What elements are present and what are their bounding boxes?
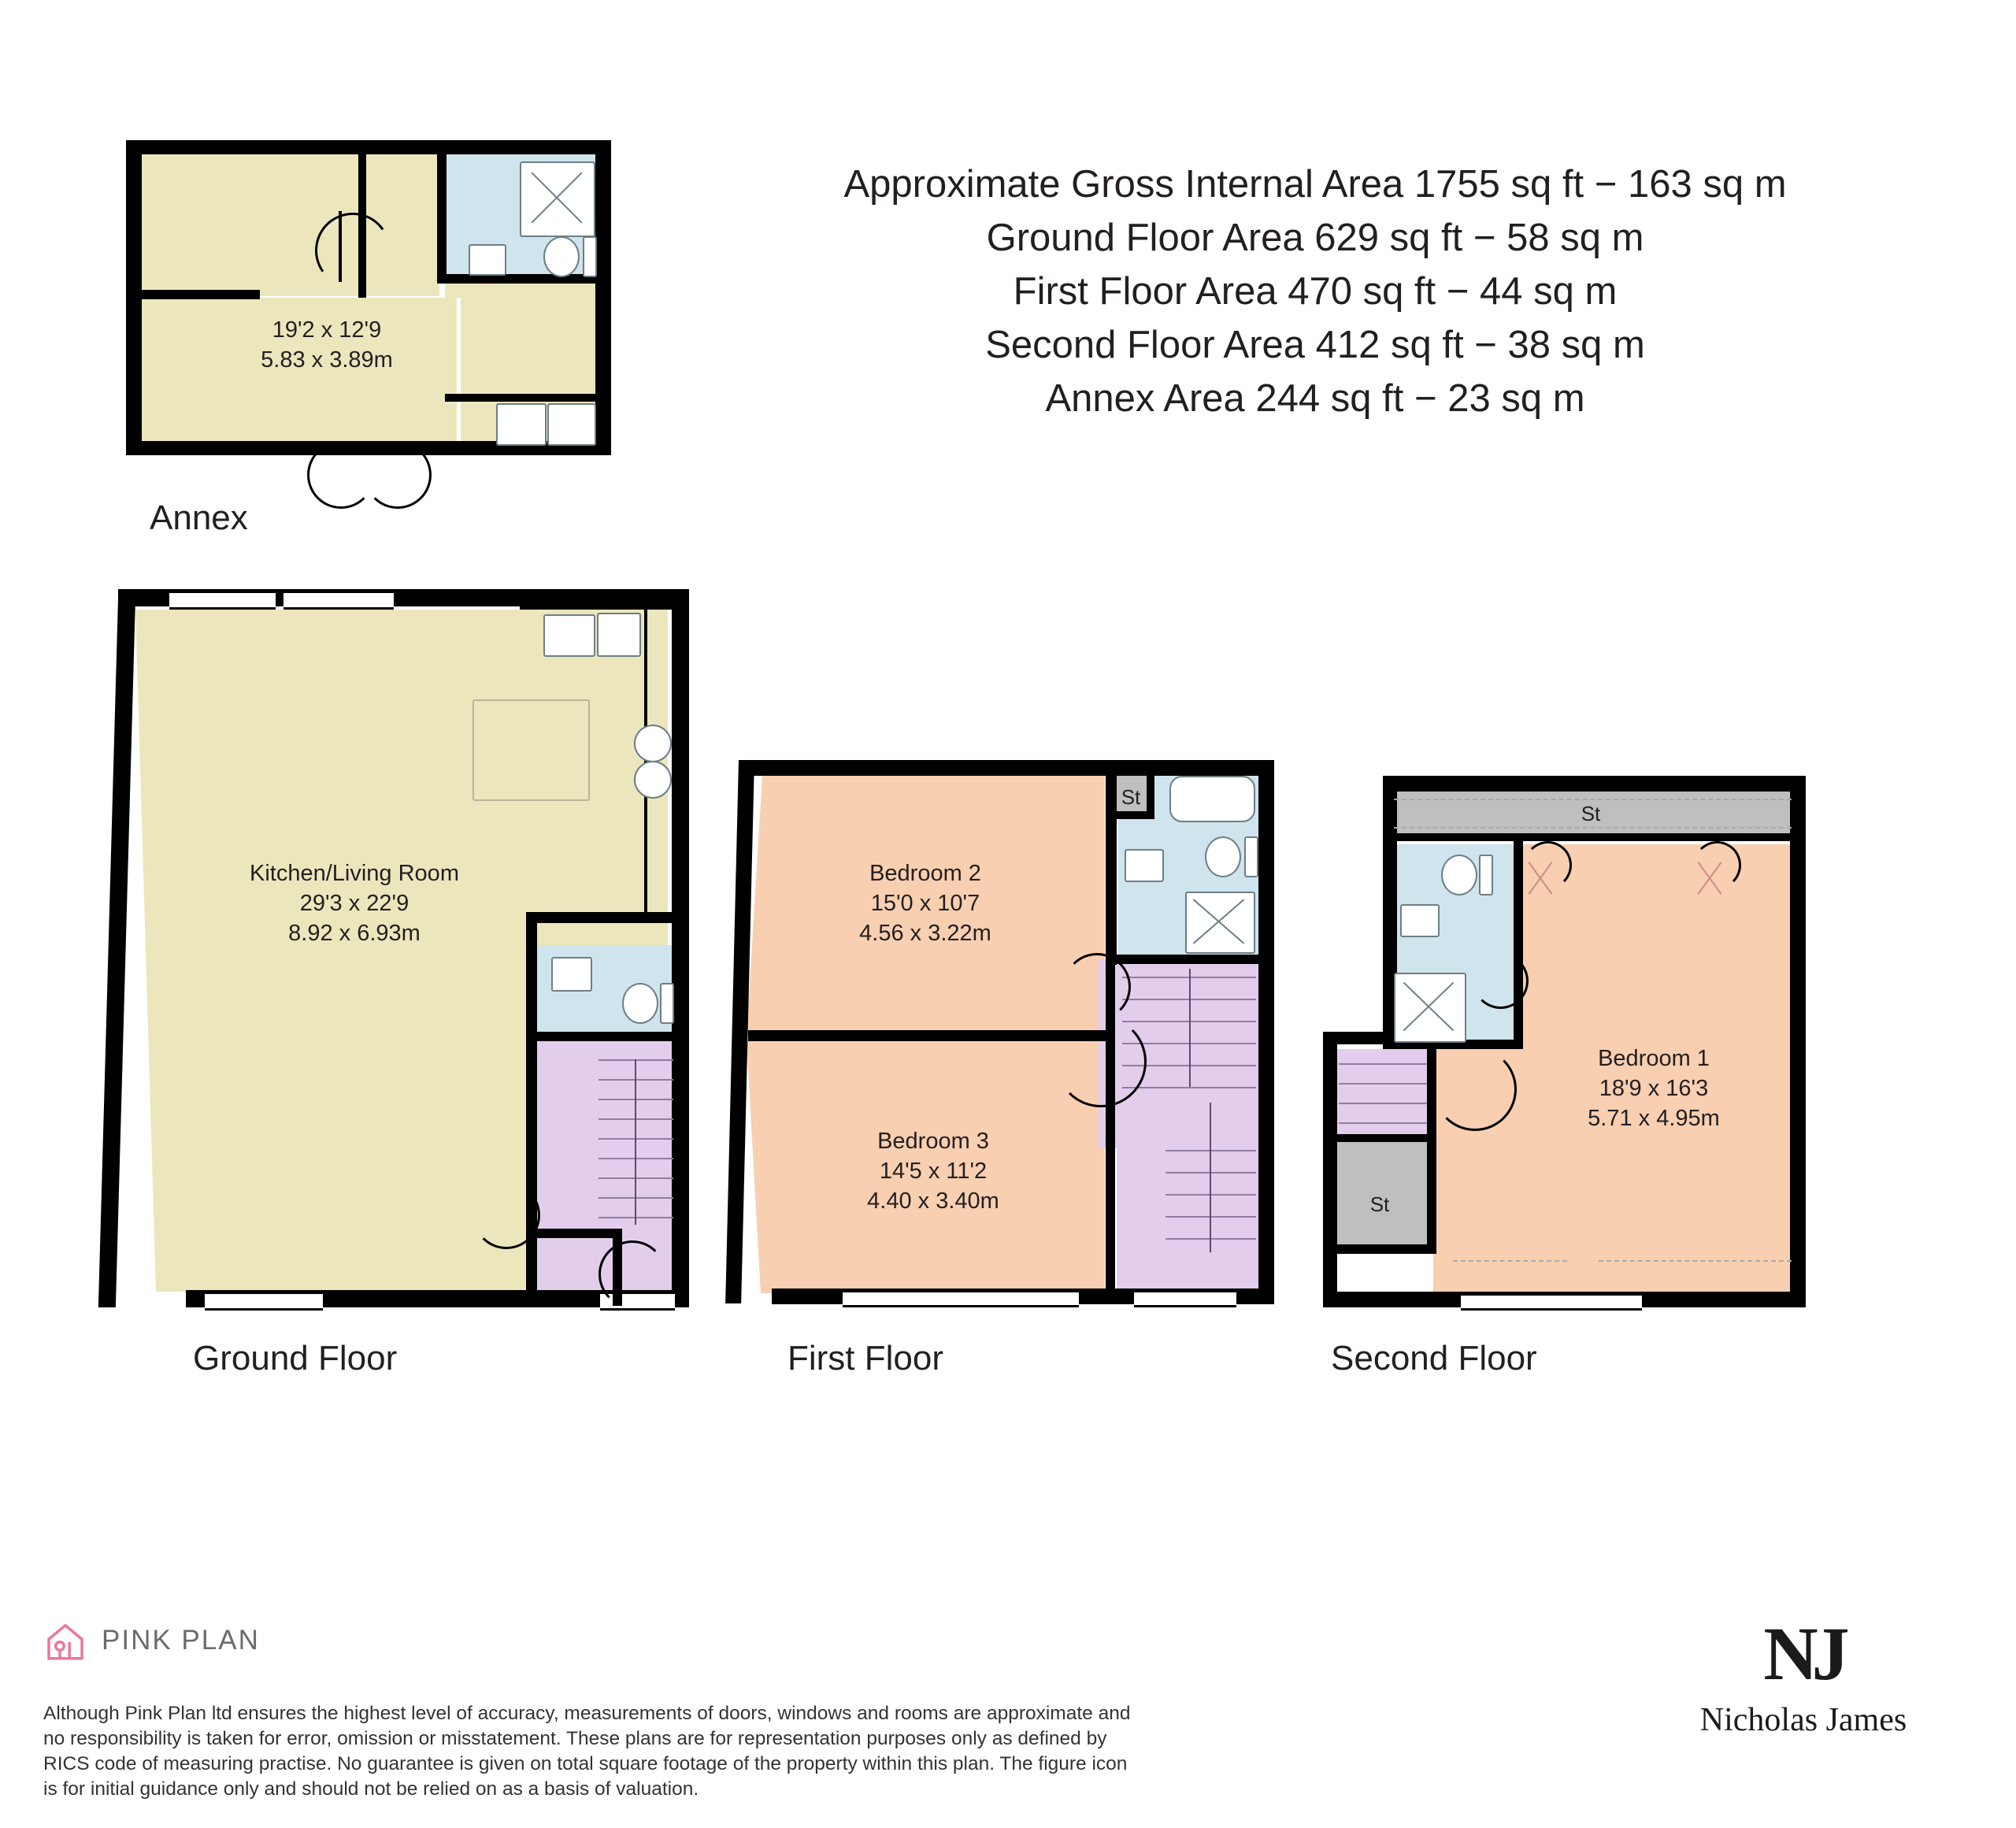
area-line-ground: Ground Floor Area 629 sq ft − 58 sq m — [986, 217, 1644, 259]
ground-dishwasher-icon — [597, 613, 641, 657]
first-stairs-fill — [1117, 959, 1268, 1294]
ground-towel-rail-icon — [660, 983, 674, 1024]
ground-door-arc-stair — [598, 1240, 666, 1308]
kitchen-living-imperial: 29'3 x 22'9 — [299, 891, 410, 916]
area-summary — [677, 158, 1953, 425]
caption-annex: Annex — [150, 499, 248, 537]
bedroom2-imperial: 15'0 x 10'7 — [870, 891, 980, 916]
first-door-bedroom3-arc — [1055, 1016, 1147, 1107]
annex-wall-right — [595, 140, 611, 455]
ground-door-arc-hall — [472, 1181, 540, 1249]
second-window-bottom — [1461, 1293, 1642, 1311]
ground-window-bottom-1 — [205, 1292, 323, 1311]
second-toilet-icon — [1441, 855, 1477, 895]
annex-kitchen-hob-icon — [496, 403, 547, 446]
caption-second-floor: Second Floor — [1331, 1339, 1537, 1377]
ground-hob-icon-2 — [634, 761, 672, 799]
second-towel-rail-icon — [1479, 855, 1493, 895]
first-wall-bath-bottom — [1106, 955, 1274, 964]
ground-internal-wall-stair-bottom — [526, 1229, 621, 1238]
bedroom1-label — [1536, 1044, 1772, 1133]
second-wall-bath-right — [1514, 841, 1523, 1047]
caption-ground-floor: Ground Floor — [193, 1339, 398, 1377]
second-wall-right — [1790, 776, 1806, 1306]
annex-wall-top — [126, 140, 611, 154]
ground-wall-right — [672, 589, 689, 1307]
first-towel-rail-icon — [1244, 836, 1258, 877]
annex-hall — [445, 282, 598, 298]
bedroom1-eaves-line-left — [1453, 1260, 1567, 1262]
first-wall-storage-bottom — [1106, 811, 1154, 819]
second-storage-left-label: St — [1369, 1192, 1390, 1216]
bedroom1-metric: 5.71 x 4.95m — [1588, 1106, 1720, 1131]
annex-sink-icon — [469, 244, 506, 276]
ground-internal-wall-wc-bottom — [526, 1032, 676, 1041]
second-wall-left-lower — [1323, 1032, 1337, 1306]
kitchen-living-name: Kitchen/Living Room — [250, 861, 459, 886]
annex-internal-wall-bath — [437, 140, 447, 284]
area-line-first: First Floor Area 470 sq ft − 44 sq m — [1013, 270, 1618, 313]
first-bath-sink-icon — [1125, 849, 1164, 882]
ground-internal-wall-wc-left — [526, 912, 537, 1306]
nicholas-james-brand — [1638, 1611, 1969, 1739]
first-window-bottom-1 — [843, 1290, 1079, 1307]
bedroom3-imperial: 14'5 x 11'2 — [879, 1159, 988, 1184]
first-wall-top — [739, 760, 1274, 776]
bedroom3-name: Bedroom 3 — [877, 1129, 989, 1154]
second-bathroom-door-arc — [1473, 953, 1529, 1009]
area-line-second: Second Floor Area 412 sq ft − 38 sq m — [985, 324, 1645, 366]
first-storage-label: St — [1121, 785, 1141, 809]
second-wall-storage-bottom — [1383, 833, 1804, 841]
ground-hob-icon — [634, 725, 672, 762]
first-window-bottom-2 — [1134, 1290, 1236, 1307]
first-wall-right — [1258, 760, 1274, 1303]
annex-entry-door-arc-2 — [364, 441, 432, 509]
bedroom1-door-arc — [1433, 1047, 1517, 1131]
ground-island — [472, 699, 590, 801]
first-wall-between-bedrooms — [748, 1030, 1114, 1041]
annex-kitchen-appliance-icon — [547, 403, 596, 446]
bedroom2-label — [811, 858, 1040, 948]
second-wall-storage-left-top — [1331, 1134, 1433, 1142]
bedroom2-metric: 4.56 x 3.22m — [859, 921, 991, 946]
annex-metric: 5.83 x 3.89m — [261, 347, 393, 373]
pink-plan-logo — [43, 1619, 260, 1663]
annex-imperial: 19'2 x 12'9 — [272, 317, 382, 343]
disclaimer-text: Although Pink Plan ltd ensures the highest level of accuracy, measurements of doors, windows and rooms are approximate and no responsibility is taken for error, omission or misstatement. These plans are for representation purposes only as defined by RICS code of measuring practise. No guarantee is given on total square footage of the property within this plan. The figure icon is for initial guidance only and should not be relied on as a basis of valuation. — [43, 1703, 1131, 1800]
ground-internal-wall-wc-top — [526, 912, 676, 923]
bedroom1-imperial: 18'9 x 16'3 — [1599, 1076, 1709, 1101]
second-wardrobe-door-arc-1 — [1524, 841, 1572, 889]
first-toilet-icon — [1205, 836, 1241, 877]
second-wall-top — [1383, 776, 1804, 792]
first-bath-icon — [1169, 776, 1255, 822]
pink-plan-wordmark: PINK PLAN — [102, 1625, 260, 1656]
annex-towel-rail-icon — [583, 236, 597, 277]
annex-door-leaf-1 — [339, 211, 342, 282]
caption-first-floor: First Floor — [788, 1339, 943, 1377]
bedroom2-name: Bedroom 2 — [869, 861, 981, 886]
bedroom1-eaves-line-right — [1599, 1260, 1792, 1262]
ground-room-label — [228, 858, 480, 948]
ground-toilet-icon — [622, 983, 658, 1024]
annex-internal-wall-horiz2 — [126, 290, 260, 299]
ground-wc-sink-icon — [551, 957, 592, 992]
bedroom3-label — [819, 1126, 1047, 1216]
ground-window-top-2 — [284, 591, 394, 610]
ground-window-top-1 — [169, 591, 276, 610]
annex-room-dimensions — [213, 315, 441, 375]
ground-counter-line-top — [520, 606, 673, 610]
area-line-gross: Approximate Gross Internal Area 1755 sq ft − 163 sq m — [843, 163, 1787, 206]
ground-wall-left — [98, 599, 135, 1307]
second-wall-storage-left-bottom — [1331, 1244, 1436, 1254]
second-wardrobe-door-arc-2 — [1693, 841, 1741, 889]
area-line-annex: Annex Area 244 sq ft − 23 sq m — [1045, 377, 1585, 420]
second-storage-top-label: St — [1581, 802, 1601, 825]
ground-stair-arrow — [635, 1059, 636, 1225]
pink-plan-house-icon — [43, 1619, 87, 1663]
annex-toilet-icon — [543, 236, 580, 277]
second-sink-icon — [1400, 904, 1440, 937]
kitchen-living-metric: 8.92 x 6.93m — [288, 921, 421, 946]
bedroom1-name: Bedroom 1 — [1598, 1046, 1710, 1071]
bedroom3-metric: 4.40 x 3.40m — [867, 1188, 999, 1214]
brand-monogram: NJ — [1763, 1611, 1844, 1696]
ground-sink-icon — [543, 614, 595, 657]
first-door-bedroom2-arc — [1063, 953, 1131, 1021]
brand-name: Nicholas James — [1699, 1702, 1907, 1738]
annex-internal-wall-kitchen — [445, 394, 611, 402]
